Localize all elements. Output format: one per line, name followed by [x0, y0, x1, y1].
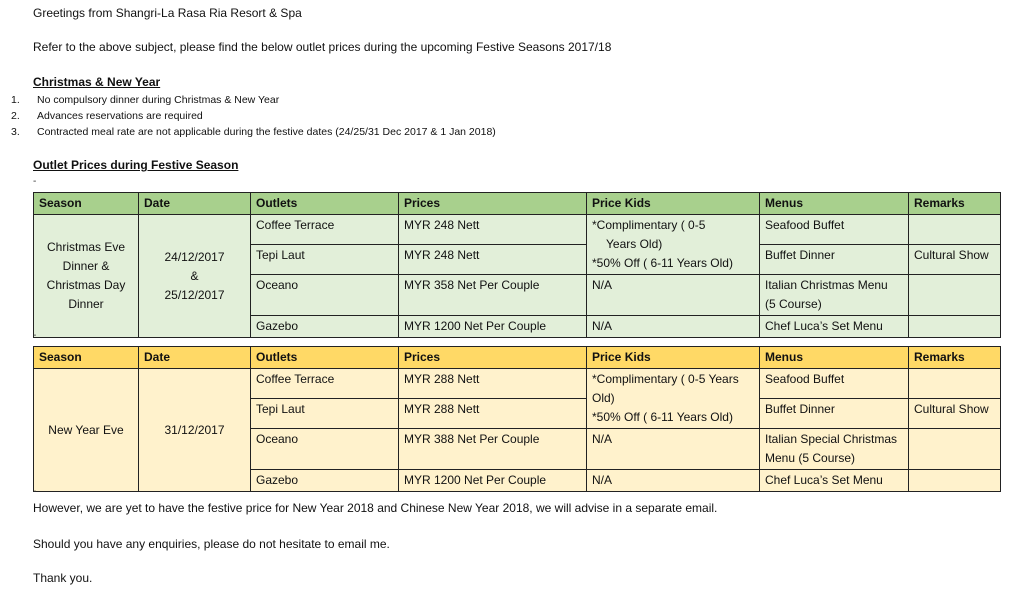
- greeting-line: Greetings from Shangri-La Rasa Ria Resort & Spa: [33, 6, 302, 20]
- menu-cell: Seafood Buffet: [760, 369, 909, 399]
- table-header-row: [34, 193, 1001, 215]
- header-season: Season: [34, 347, 139, 369]
- table-row: [34, 215, 1001, 245]
- price-kids-cell: N/A: [587, 429, 760, 470]
- remark-cell: Cultural Show: [909, 245, 1001, 275]
- list-number: 3.: [11, 126, 20, 138]
- spacer-mark: -: [33, 330, 37, 341]
- outlet-cell: Tepi Laut: [251, 399, 399, 429]
- price-kids-cell: N/A: [587, 470, 760, 492]
- section-heading-christmas: Christmas & New Year: [33, 75, 161, 89]
- remark-cell: [909, 470, 1001, 492]
- closing-line: Thank you.: [33, 571, 93, 585]
- price-kids-cell: *Complimentary ( 0-5 Years Old) *50% Off ( 6-11 Years Old): [587, 369, 760, 429]
- list-number: 2.: [11, 110, 20, 122]
- list-number: 1.: [11, 94, 20, 106]
- remark-cell: Cultural Show: [909, 399, 1001, 429]
- menu-cell: Seafood Buffet: [760, 215, 909, 245]
- header-date: Date: [139, 347, 251, 369]
- price-cell: MYR 288 Nett: [399, 399, 587, 429]
- section-heading-outlet-prices: Outlet Prices during Festive Season: [33, 158, 239, 172]
- date-cell: 24/12/2017 & 25/12/2017: [139, 215, 251, 338]
- menu-cell: Chef Luca’s Set Menu: [760, 470, 909, 492]
- list-item: Advances reservations are required: [37, 110, 203, 122]
- date-cell: 31/12/2017: [139, 369, 251, 492]
- outlet-cell: Coffee Terrace: [251, 215, 399, 245]
- header-price-kids: Price Kids: [587, 347, 760, 369]
- price-cell: MYR 1200 Net Per Couple: [399, 316, 587, 338]
- price-kids-cell: N/A: [587, 316, 760, 338]
- outlet-cell: Coffee Terrace: [251, 369, 399, 399]
- enquiries-line: Should you have any enquiries, please do not hesitate to email me.: [33, 537, 390, 551]
- list-item: Contracted meal rate are not applicable during the festive dates (24/25/31 Dec 2017 & 1 Jan 2018): [37, 126, 496, 138]
- menu-cell: Italian Special Christmas Menu (5 Course): [760, 429, 909, 470]
- price-kids-cell: *Complimentary ( 0-5 Years Old) *50% Off ( 6-11 Years Old): [587, 215, 760, 275]
- menu-cell: Chef Luca’s Set Menu: [760, 316, 909, 338]
- header-menus: Menus: [760, 193, 909, 215]
- season-cell: Christmas Eve Dinner & Christmas Day Dinner: [34, 215, 139, 338]
- price-cell: MYR 248 Nett: [399, 245, 587, 275]
- list-item: No compulsory dinner during Christmas & New Year: [37, 94, 280, 106]
- header-remarks: Remarks: [909, 193, 1001, 215]
- menu-cell: Italian Christmas Menu (5 Course): [760, 275, 909, 316]
- outlet-cell: Tepi Laut: [251, 245, 399, 275]
- table-row: [34, 369, 1001, 399]
- outlet-cell: Oceano: [251, 275, 399, 316]
- outlet-cell: Oceano: [251, 429, 399, 470]
- price-cell: MYR 388 Net Per Couple: [399, 429, 587, 470]
- spacer-mark: -: [33, 176, 37, 187]
- menu-cell: Buffet Dinner: [760, 399, 909, 429]
- header-date: Date: [139, 193, 251, 215]
- header-outlets: Outlets: [251, 347, 399, 369]
- price-cell: MYR 1200 Net Per Couple: [399, 470, 587, 492]
- header-outlets: Outlets: [251, 193, 399, 215]
- price-cell: MYR 248 Nett: [399, 215, 587, 245]
- header-remarks: Remarks: [909, 347, 1001, 369]
- header-prices: Prices: [399, 193, 587, 215]
- outlet-cell: Gazebo: [251, 316, 399, 338]
- remark-cell: [909, 316, 1001, 338]
- remark-cell: [909, 369, 1001, 399]
- christmas-price-table: [33, 192, 1001, 338]
- price-cell: MYR 288 Nett: [399, 369, 587, 399]
- header-season: Season: [34, 193, 139, 215]
- table-header-row: [34, 347, 1001, 369]
- footer-note: However, we are yet to have the festive price for New Year 2018 and Chinese New Year 2018, we will advise in a separate email.: [33, 501, 718, 515]
- price-kids-cell: N/A: [587, 275, 760, 316]
- intro-line: Refer to the above subject, please find the below outlet prices during the upcoming Festive Seasons 2017/18: [33, 40, 612, 54]
- spacer-mark: -: [33, 486, 37, 497]
- header-price-kids: Price Kids: [587, 193, 760, 215]
- price-cell: MYR 358 Net Per Couple: [399, 275, 587, 316]
- remark-cell: [909, 215, 1001, 245]
- remark-cell: [909, 429, 1001, 470]
- remark-cell: [909, 275, 1001, 316]
- menu-cell: Buffet Dinner: [760, 245, 909, 275]
- header-menus: Menus: [760, 347, 909, 369]
- outlet-cell: Gazebo: [251, 470, 399, 492]
- header-prices: Prices: [399, 347, 587, 369]
- season-cell: New Year Eve: [34, 369, 139, 492]
- new-year-price-table: [33, 346, 1001, 492]
